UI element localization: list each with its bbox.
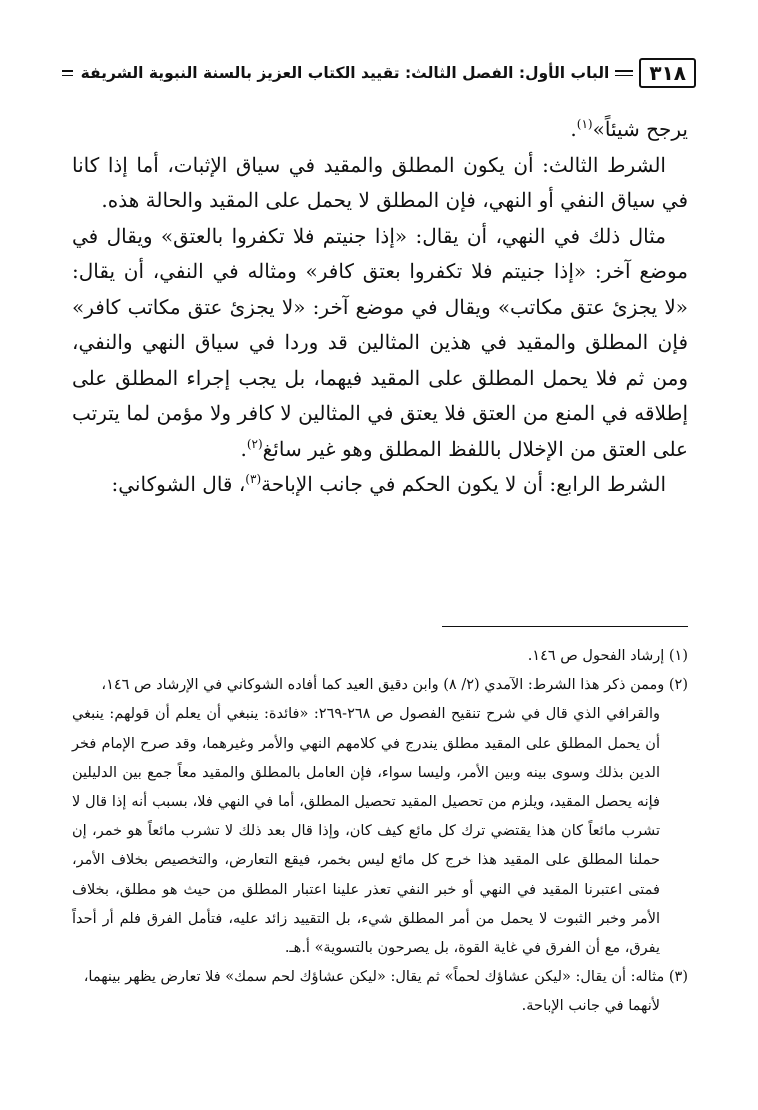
header-rule-short — [615, 70, 633, 76]
footnote-separator — [442, 626, 688, 627]
paragraph-1: يرجح شيئاً»$^{(١)}$. — [570, 117, 688, 141]
running-header — [62, 56, 696, 90]
footnotes — [72, 642, 688, 1022]
paragraph-2: الشرط الثالث: أن يكون المطلق والمقيد في سياق الإثبات، أما إذا كانا في سياق النفي أو النهي، فإن المطلق لا يحمل على المقيد والحالة هذه. — [72, 152, 688, 212]
footnote-3: (٣) مثاله: أن يقال: «ليكن عشاؤك لحماً» ثم يقال: «ليكن عشاؤك لحم سمك» فلا تعارض يظهر بينهما، — [83, 969, 688, 986]
footnote-1: (١) إرشاد الفحول ص ١٤٦. — [527, 648, 688, 664]
header-rule-long — [62, 70, 73, 76]
header-title: الباب الأول: الفصل الثالث: تقييد الكتاب العزيز بالسنة النبوية الشريفة — [80, 64, 610, 82]
footnote-3-continuation: لأنهما في جانب الإباحة. — [521, 998, 660, 1015]
footnote-2: (٢) وممن ذكر هذا الشرط: الآمدي (٢/ ٨) وابن دقيق العيد كما أفاده الشوكاني في الإرشاد ص ١٤٦، — [101, 677, 688, 694]
paragraph-4: الشرط الرابع: أن لا يكون الحكم في جانب الإباحة$^{(٣)}$، قال الشوكاني: — [111, 472, 666, 496]
footnote-ref-1: (١) — [576, 117, 593, 131]
paragraph-3: مثال ذلك في النهي، أن يقال: «إذا جنيتم فلا تكفروا بالعتق» ويقال في موضع آخر: «إذا جنيتم فلا تكفروا بعتق كافر» ومثاله في النفي، أن يقال: «لا يجزئ عتق مكاتب» ويقال في موضع آخر: «لا يجزئ عتق مكاتب كافر» فإن المطلق والمقيد في هذين المثالين قد وردا في سياق النهي والنفي، ومن ثم فلا يحمل المطلق على المقيد فيهما، بل يجب إجراء المطلق على إطلاقه في المنع من العتق فلا يعتق في المثالين لا كافر ولا مؤمن لما يترتب على العتق من الإخلال باللفظ المطلق وهو غير سائغ$^{(٢)}$. — [72, 223, 688, 461]
page-number: ٣١٨ — [639, 58, 696, 88]
main-text — [72, 112, 688, 503]
footnote-ref-3: (٣) — [245, 472, 262, 486]
footnote-ref-2: (٢) — [246, 436, 263, 451]
footnote-2-continuation: والقرافي الذي قال في شرح تنقيح الفصول ص ٢٦٨-٢٦٩: «فائدة: ينبغي أن يعلم أن قولهم: ينبغي أن يحمل المطلق على المقيد مطلق يندرج في كلامهم النهي والأمر وغيرهما، وقد صرح الإمام فخر الدين بذلك وسوى بينه وبين الأمر، وليسا سواء، فإن العامل بالمطلق والمقيد معاً جمع بين الدليلين فإنه يحصل المقيد، ويلزم من تحصيل المقيد تحصيل المطلق، أما في النهي فلا، بسبب أنه إذا قال لا تشرب مائعاً كان هذا يقتضي ترك كل مائع كيف كان، وإذا قال بعد ذلك لا تشرب مائعاً هو خمر، إن حملنا المطلق على المقيد هذا خرج كل مائع ليس بخمر، فيقع التعارض، والتخصيص بخلاف الأمر، فمتى اعتبرنا المقيد في النهي أو خبر النفي تعذر علينا اعتبار المطلق من حيث هو مطلق، بخلاف الأمر وخبر الثبوت لا يحمل من أمر المطلق شيء، بل التقييد زائد عليه، فتأمل الفرق فلم أر أحداً يفرق، مع أن الفرق في غاية القوة، بل يصرحون بالتسوية» أ.هـ. — [72, 706, 660, 957]
